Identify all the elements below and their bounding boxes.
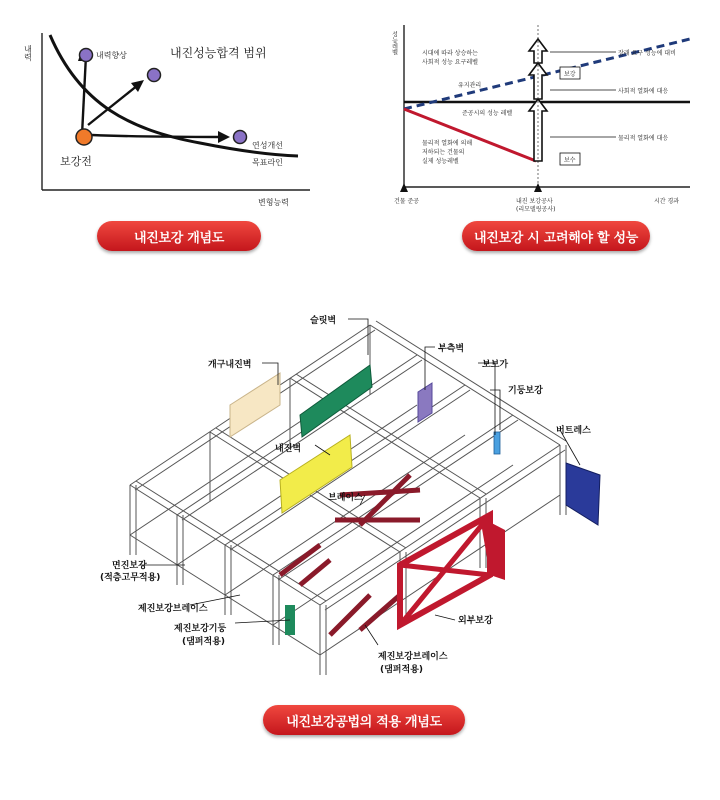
concept-chart [20,25,320,215]
label-brace: 브레이스 [328,493,363,503]
social-resp-text: 사회적 열화에 대응 [618,88,669,95]
structure-diagram [90,295,650,685]
x-axis-label: 변형능력 [258,198,289,207]
box-reinforce: 보강 [564,71,576,78]
label-damper-brace: 제진보강브레이스 [138,604,208,614]
label-surface-1: 면진보강 [112,561,147,571]
label-damper-col-2: (댐퍼적용) [182,637,226,647]
label-origin: 보강전 [60,155,92,168]
label-damper-brace2-2: (댐퍼적용) [380,665,424,675]
label-strength: 내력향상 [96,51,127,60]
label-slit-wall: 슬릿벽 [310,316,337,326]
performance-chart [390,15,700,220]
label-ductility: 연성개선 [252,141,283,150]
maintain-text: 유지관리 [458,82,482,89]
box-repair: 보수 [564,157,576,164]
phys-text-1: 물리적 열화에 의해 [422,140,473,147]
y-axis-label: 성능레벨 [390,31,398,55]
x-mid-1: 내진 보강공사 [516,198,553,205]
label-opening-wall: 개구내진벽 [208,360,252,370]
x-end: 시간 경과 [654,198,680,205]
label-buttress-wall: 부측벽 [438,344,465,354]
label-exterior: 외부보강 [458,616,493,626]
caption-diagram: 내진보강공법의 적용 개념도 [263,705,465,735]
phys-text-2: 저하되는 건물의 [422,149,465,156]
future-text: 장래 요구 성능에 대비 [618,50,676,57]
completion-text: 준공시의 성능 레벨 [462,110,513,117]
label-shear-wall: 내진벽 [275,444,302,454]
social-text-2: 사회적 성능 요구레벨 [422,59,478,66]
label-target: 목표라인 [252,158,283,167]
label-buttress: 버트레스 [556,426,591,436]
label-damper-brace2-1: 제진보강브레이스 [378,652,448,662]
phys-resp-text: 물리적 열화에 대응 [618,135,669,142]
chart-title: 내진성능합격 범위 [170,46,267,60]
label-surface-2: (적층고무적용) [100,573,161,583]
caption-performance: 내진보강 시 고려해야 할 성능 [462,221,650,251]
y-axis-label: 내력 [23,45,33,61]
social-text-1: 시대에 따라 상승하는 [422,50,478,57]
label-column: 기둥보강 [508,386,543,396]
label-beam: 보보가 [482,360,509,370]
x-mid-2: (리모델링공사) [516,206,556,213]
x-start: 건물 준공 [394,198,420,205]
phys-text-3: 실제 성능레벨 [422,158,459,165]
caption-concept: 내진보강 개념도 [97,221,261,251]
label-damper-col-1: 제진보강기둥 [174,624,227,634]
